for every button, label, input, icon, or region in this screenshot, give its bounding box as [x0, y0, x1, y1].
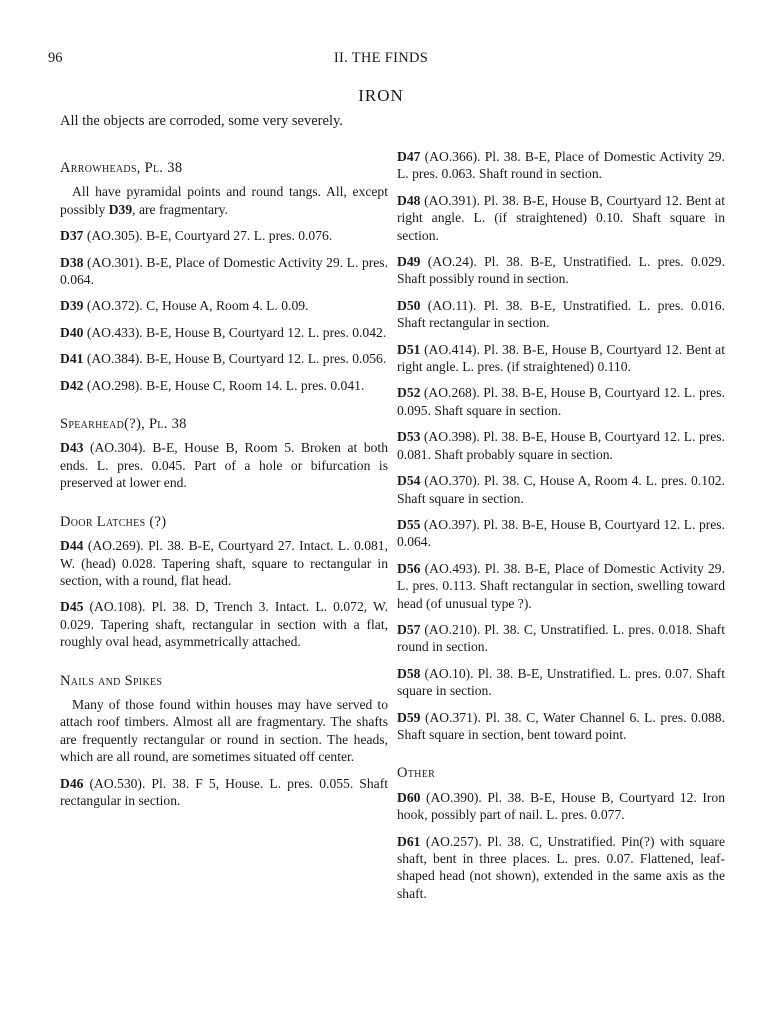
page-header	[48, 50, 714, 68]
catalogue-entry-d52: D52 (AO.268). Pl. 38. B-E, House B, Courtyard 12. L. pres. 0.095. Shaft square in section.	[397, 385, 725, 418]
catalogue-entry-d49: D49 (AO.24). Pl. 38. B-E, Unstratified. L. pres. 0.029. Shaft possibly round in section.	[397, 254, 725, 287]
catalogue-entry-d47: D47 (AO.366). Pl. 38. B-E, Place of Domestic Activity 29. L. pres. 0.063. Shaft round in section.	[397, 149, 725, 182]
nails-heading: Nails and Spikes	[60, 672, 163, 689]
catalogue-entry-d44: D44 (AO.269). Pl. 38. B-E, Courtyard 27. Intact. L. 0.081, W. (head) 0.028. Tapering shaft, square to rectangular in section, with a round, flat head.	[60, 538, 388, 588]
catalogue-entry-d41: D41 (AO.384). B-E, House B, Courtyard 12. L. pres. 0.056.	[60, 351, 387, 367]
catalogue-entry-d39: D39 (AO.372). C, House A, Room 4. L. 0.09.	[60, 298, 309, 314]
catalogue-entry-d54: D54 (AO.370). Pl. 38. C, House A, Room 4. L. pres. 0.102. Shaft square in section.	[397, 473, 725, 506]
catalogue-entry-d61: D61 (AO.257). Pl. 38. C, Unstratified. Pin(?) with square shaft, bent in three places. L. pres. 0.07. Flattened, leaf-shaped head (not shown), extended in the same axis as the shaft.	[397, 833, 725, 901]
catalogue-entry-d42: D42 (AO.298). B-E, House C, Room 14. L. pres. 0.041.	[60, 377, 365, 393]
right-column	[397, 148, 725, 911]
catalogue-entry-d58: D58 (AO.10). Pl. 38. B-E, Unstratified. L. pres. 0.07. Shaft square in section.	[397, 665, 725, 699]
catalogue-entry-d48: D48 (AO.391). Pl. 38. B-E, House B, Courtyard 12. Bent at right angle. L. (if straightened) 0.10. Shaft square in section.	[397, 192, 725, 243]
catalogue-entry-d50: D50 (AO.11). Pl. 38. B-E, Unstratified. L. pres. 0.016. Shaft rectangular in section.	[397, 297, 725, 331]
catalogue-entry-d38: D38 (AO.301). B-E, Place of Domestic Activity 29. L. pres. 0.064.	[60, 254, 388, 288]
arrowheads-heading: Arrowheads, Pl. 38	[60, 160, 183, 176]
catalogue-entry-d60: D60 (AO.390). Pl. 38. B-E, House B, Courtyard 12. Iron hook, possibly part of nail. L. pres. 0.077.	[397, 789, 725, 823]
nails-intro: Many of those found within houses may have served to attach roof timbers. Almost all are fragmentary. The shafts are frequently rectangular or round in section. The heads, which are all round, are sometimes situated off center.	[60, 696, 388, 765]
arrowheads-intro: All have pyramidal points and round tangs. All, except possibly D39, are fragmentary.	[60, 184, 388, 217]
running-head: II. THE FINDS	[333, 50, 429, 66]
spearhead-heading: Spearhead(?), Pl. 38	[60, 416, 187, 433]
page-number: 96	[48, 50, 63, 66]
door-latches-heading: Door Latches (?)	[60, 513, 167, 530]
left-column	[60, 150, 388, 818]
catalogue-entry-d40: D40 (AO.433). B-E, House B, Courtyard 12. L. pres. 0.042.	[60, 324, 387, 340]
catalogue-entry-d59: D59 (AO.371). Pl. 38. C, Water Channel 6. L. pres. 0.088. Shaft square in section, bent toward point.	[397, 709, 725, 742]
catalogue-entry-d57: D57 (AO.210). Pl. 38. C, Unstratified. L. pres. 0.018. Shaft round in section.	[397, 621, 725, 655]
section-title: IRON	[358, 86, 404, 105]
catalogue-entry-d55: D55 (AO.397). Pl. 38. B-E, House B, Courtyard 12. L. pres. 0.064.	[397, 516, 725, 550]
section-intro: All the objects are corroded, some very severely.	[60, 113, 343, 129]
catalogue-entry-d53: D53 (AO.398). Pl. 38. B-E, House B, Courtyard 12. L. pres. 0.081. Shaft probably square in section.	[397, 429, 725, 462]
other-heading: Other	[397, 765, 436, 782]
catalogue-entry-d46: D46 (AO.530). Pl. 38. F 5, House. L. pres. 0.055. Shaft rectangular in section.	[60, 775, 388, 808]
catalogue-entry-d56: D56 (AO.493). Pl. 38. B-E, Place of Domestic Activity 29. L. pres. 0.113. Shaft rectangular in section, swelling toward head (of unusual type ?).	[397, 560, 725, 611]
catalogue-entry-d45: D45 (AO.108). Pl. 38. D, Trench 3. Intact. L. 0.072, W. 0.029. Tapering shaft, rectangular in section with a flat, roughly oval head, asymmetrically attached.	[60, 599, 388, 650]
catalogue-entry-d43: D43 (AO.304). B-E, House B, Room 5. Broken at both ends. L. pres. 0.045. Part of a hole or bifurcation is preserved at lower end.	[60, 440, 388, 491]
catalogue-entry-d37: D37 (AO.305). B-E, Courtyard 27. L. pres. 0.076.	[60, 228, 333, 244]
catalogue-entry-d51: D51 (AO.414). Pl. 38. B-E, House B, Courtyard 12. Bent at right angle. L. pres. (if straightened) 0.110.	[397, 341, 725, 375]
